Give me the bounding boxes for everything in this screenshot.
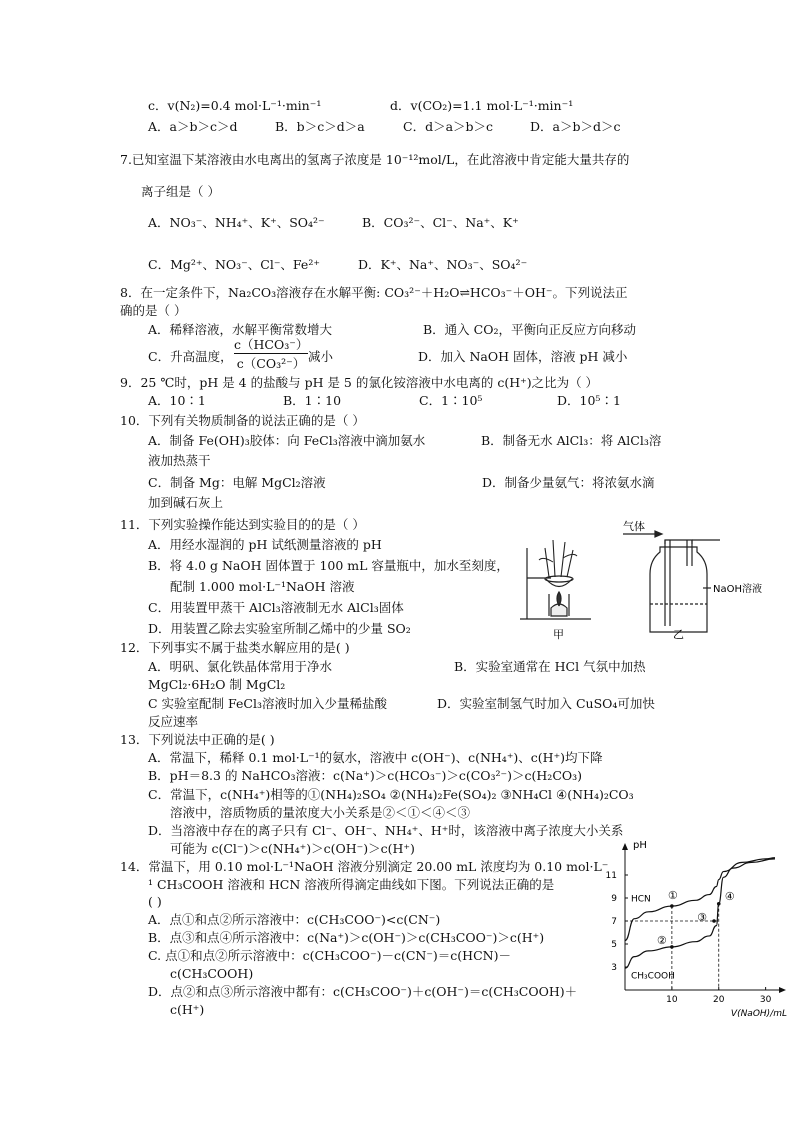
q7-stem: 7.已知室温下某溶液由水电离出的氢离子浓度是 10⁻¹²mol/L，在此溶液中肯定能大量共存的 bbox=[120, 152, 630, 167]
q14-choice-a: A．点①和点②所示溶液中：c(CH₃COO⁻)<c(CN⁻) bbox=[148, 912, 441, 927]
y-axis-label: pH bbox=[633, 840, 647, 851]
q12-choice-b-cont: MgCl₂·6H₂O 制 MgCl₂ bbox=[148, 677, 286, 692]
q6-choice-c: C．d＞a＞b＞c bbox=[403, 119, 494, 134]
apparatus-naoh-label: NaOH溶液 bbox=[713, 584, 762, 595]
y-tick-label: 7 bbox=[611, 917, 617, 927]
apparatus-gas-label: 气体 bbox=[623, 520, 645, 533]
q8-choice-c-prefix: C．升高温度， bbox=[148, 349, 233, 364]
y-tick-label: 5 bbox=[611, 940, 617, 950]
chart-axes bbox=[622, 840, 787, 1019]
q12-choice-c: C 实验室配制 FeCl₃溶液时加入少量稀盐酸 bbox=[148, 696, 387, 711]
q13-choice-c: C．常温下，c(NH₄⁺)相等的①(NH₄)₂SO₄ ②(NH₄)₂Fe(SO₄)₂ ③NH₄Cl ④(NH₄)₂CO₃ bbox=[148, 787, 634, 802]
q10-choice-d: D．制备少量氨气：将浓氨水滴 bbox=[482, 475, 655, 490]
q8-choice-d: D．加入 NaOH 固体，溶液 pH 减小 bbox=[418, 349, 628, 364]
q11-choice-b-cont: 配制 1.000 mol·L⁻¹NaOH 溶液 bbox=[170, 579, 355, 594]
q13-choice-b: B．pH＝8.3 的 NaHCO₃溶液：c(Na⁺)＞c(HCO₃⁻)＞c(CO₃²⁻)＞c(H₂CO₃) bbox=[148, 768, 583, 783]
q10-choice-c: C．制备 Mg：电解 MgCl₂溶液 bbox=[148, 475, 326, 490]
q10-choice-a: A．制备 Fe(OH)₃胶体：向 FeCl₃溶液中滴加氨水 bbox=[148, 433, 426, 448]
x-tick-label: 30 bbox=[759, 995, 772, 1005]
q7-choice-a: A．NO₃⁻、NH₄⁺、K⁺、SO₄²⁻ bbox=[148, 215, 325, 230]
point-label: ① bbox=[667, 889, 678, 903]
x-axis-label: V(NaOH)/mL bbox=[730, 1009, 787, 1019]
y-tick-label: 11 bbox=[605, 871, 617, 881]
chart-points bbox=[657, 889, 735, 949]
chart-ticks bbox=[606, 871, 772, 1005]
q8-stem: 8．在一定条件下，Na₂CO₃溶液存在水解平衡: CO₃²⁻＋H₂O⇌HCO₃⁻＋OH⁻。下列说法正 bbox=[120, 285, 628, 300]
x-axis-arrow bbox=[779, 987, 786, 993]
y-tick-label: 3 bbox=[611, 963, 617, 973]
q14-stem-cont: ¹ CH₃COOH 溶液和 HCN 溶液所得滴定曲线如下图。下列说法正确的是 bbox=[148, 877, 555, 892]
q8-stem-cont: 确的是（ ） bbox=[120, 303, 187, 318]
apparatus-yi bbox=[623, 531, 720, 632]
q12-stem: 12．下列事实不属于盐类水解应用的是( ) bbox=[120, 640, 350, 655]
q11-choice-c: C．用装置甲蒸干 AlCl₃溶液制无水 AlCl₃固体 bbox=[148, 600, 404, 615]
x-tick-label: 20 bbox=[713, 995, 725, 1005]
q14-choice-d-cont: c(H⁺) bbox=[170, 1002, 205, 1017]
point-label: ③ bbox=[697, 911, 707, 924]
q8-fraction-numerator: c（HCO₃⁻） bbox=[234, 337, 309, 352]
q6-option-d: d．v(CO₂)=1.1 mol·L⁻¹·min⁻¹ bbox=[390, 98, 574, 113]
point-marker bbox=[670, 945, 674, 949]
q6-choice-b: B．b＞c＞d＞a bbox=[275, 119, 365, 134]
q9-stem: 9．25 ℃时，pH 是 4 的盐酸与 pH 是 5 的氯化铵溶液中水电离的 c(H⁺)之比为（ ） bbox=[120, 375, 599, 390]
q14-choice-c-cont: c(CH₃COOH) bbox=[170, 966, 254, 981]
apparatus-figure bbox=[515, 522, 785, 642]
q14-stem-paren: ( ) bbox=[148, 894, 162, 909]
q11-choice-a: A．用经水湿润的 pH 试纸测量溶液的 pH bbox=[148, 537, 382, 552]
q6-choice-d: D．a＞b＞d＞c bbox=[530, 119, 621, 134]
x-tick-label: 10 bbox=[666, 995, 678, 1005]
q9-choice-a: A．10∶1 bbox=[148, 393, 206, 408]
q7-choice-d: D．K⁺、Na⁺、NO₃⁻、SO₄²⁻ bbox=[358, 257, 528, 272]
q12-choice-a: A．明矾、氯化铁晶体常用于净水 bbox=[148, 659, 333, 674]
point-marker bbox=[670, 904, 674, 908]
q7-choice-c: C．Mg²⁺、NO₃⁻、Cl⁻、Fe²⁺ bbox=[148, 257, 320, 272]
point-label: ② bbox=[656, 933, 667, 947]
y-axis-arrow bbox=[622, 843, 628, 850]
q13-choice-c-cont: 溶液中，溶质物质的量浓度大小关系是②＜①＜④＜③ bbox=[170, 805, 471, 820]
apparatus-jia bbox=[520, 540, 591, 619]
q6-choice-a: A．a＞b＞c＞d bbox=[148, 119, 238, 134]
q9-choice-b: B．1∶10 bbox=[283, 393, 342, 408]
titration-chart bbox=[600, 842, 790, 1022]
q12-choice-d: D．实验室制氢气时加入 CuSO₄可加快 bbox=[437, 696, 655, 711]
q14-choice-d: D．点②和点③所示溶液中都有：c(CH₃COO⁻)＋c(OH⁻)＝c(CH₃COOH)＋ bbox=[148, 984, 578, 999]
q8-choice-b: B．通入 CO₂，平衡向正反应方向移动 bbox=[423, 322, 636, 337]
q10-choice-b-cont: 液加热蒸干 bbox=[148, 453, 211, 468]
q14-choice-c: C. 点①和点②所示溶液中：c(CH₃COO⁻)－c(CN⁻)＝c(HCN)－ bbox=[148, 948, 511, 963]
q14-stem: 14．常温下，用 0.10 mol·L⁻¹NaOH 溶液分别滴定 20.00 mL 浓度均为 0.10 mol·L⁻ bbox=[120, 859, 609, 874]
q8-choice-a: A．稀释溶液，水解平衡常数增大 bbox=[148, 322, 333, 337]
q10-choice-d-cont: 加到碱石灰上 bbox=[148, 495, 224, 510]
q11-choice-b: B．将 4.0 g NaOH 固体置于 100 mL 容量瓶中，加水至刻度， bbox=[148, 558, 509, 573]
q9-choice-c: C．1∶10⁵ bbox=[419, 393, 483, 408]
q7-choice-b: B．CO₃²⁻、Cl⁻、Na⁺、K⁺ bbox=[362, 215, 519, 230]
point-label: ④ bbox=[724, 889, 735, 903]
q14-choice-b: B．点③和点④所示溶液中：c(Na⁺)＞c(OH⁻)＞c(CH₃COO⁻)＞c(H⁺) bbox=[148, 930, 545, 945]
q12-choice-d-cont: 反应速率 bbox=[148, 714, 199, 729]
q8-fraction-denominator: c（CO₃²⁻） bbox=[236, 356, 306, 371]
q13-choice-a: A．常温下，稀释 0.1 mol·L⁻¹的氨水，溶液中 c(OH⁻)、c(NH₄⁺)、c(H⁺)均下降 bbox=[148, 750, 603, 765]
series-label-ch3cooh: CH₃COOH bbox=[631, 971, 675, 982]
q8-choice-c-suffix: 减小 bbox=[308, 349, 334, 364]
q13-choice-d: D．当溶液中存在的离子只有 Cl⁻、OH⁻、NH₄⁺、H⁺时，该溶液中离子浓度大小关系 bbox=[148, 823, 624, 838]
q11-choice-d: D．用装置乙除去实验室所制乙烯中的少量 SO₂ bbox=[148, 621, 411, 636]
y-tick-label: 9 bbox=[611, 894, 617, 904]
q7-stem-cont: 离子组是（ ） bbox=[141, 184, 220, 199]
point-marker bbox=[712, 919, 716, 923]
apparatus-jia-label: 甲 bbox=[553, 628, 564, 641]
point-marker bbox=[717, 902, 721, 906]
q11-stem: 11．下列实验操作能达到实验目的的是（ ） bbox=[120, 517, 365, 532]
q13-choice-d-cont: 可能为 c(Cl⁻)＞c(NH₄⁺)＞c(OH⁻)＞c(H⁺) bbox=[170, 841, 415, 856]
apparatus-yi-label: 乙 bbox=[673, 628, 684, 641]
series-label-hcn: HCN bbox=[631, 894, 651, 905]
q12-choice-b: B．实验室通常在 HCl 气氛中加热 bbox=[454, 659, 646, 674]
q10-stem: 10．下列有关物质制备的说法正确的是（ ） bbox=[120, 413, 365, 428]
q13-stem: 13．下列说法中正确的是( ) bbox=[120, 732, 275, 747]
q6-option-c: c．v(N₂)=0.4 mol·L⁻¹·min⁻¹ bbox=[148, 98, 322, 113]
q9-choice-d: D．10⁵∶1 bbox=[557, 393, 621, 408]
q10-choice-b: B．制备无水 AlCl₃：将 AlCl₃溶 bbox=[481, 433, 662, 448]
